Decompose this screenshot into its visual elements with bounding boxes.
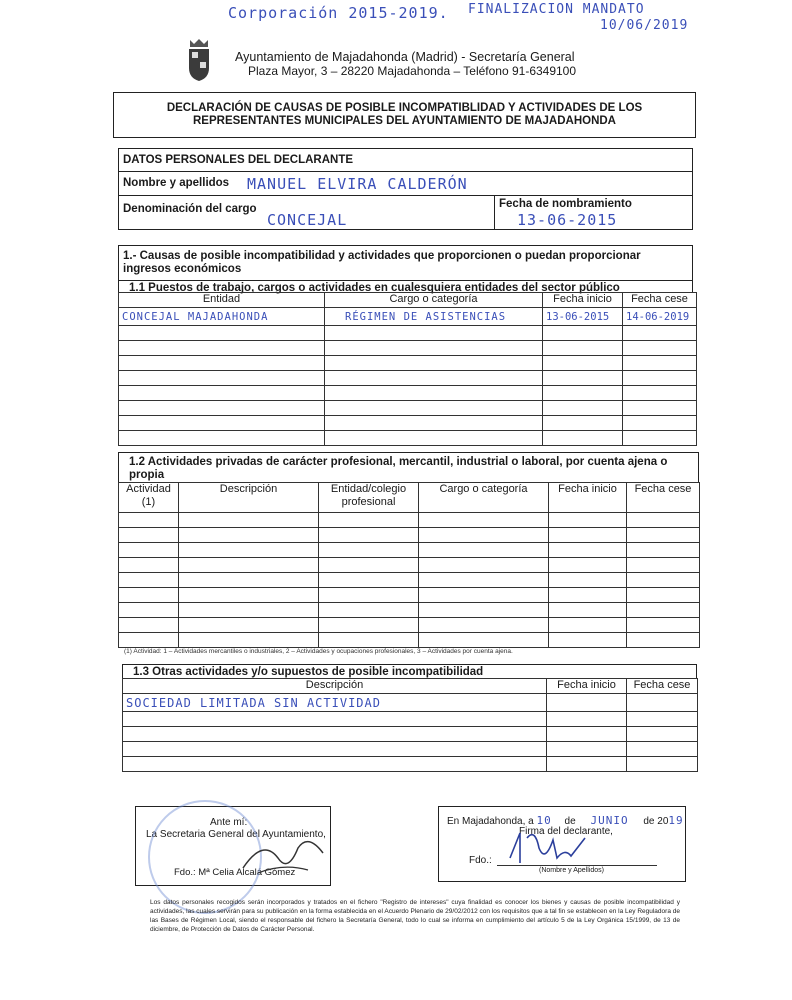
table-row (123, 712, 698, 727)
year-prefix-label: de 20 (643, 816, 669, 827)
column-header: Entidad/colegio profesional (319, 483, 419, 513)
table-row (119, 573, 700, 588)
table-row (119, 416, 697, 431)
table-cell: RÉGIMEN DE ASISTENCIAS (325, 308, 543, 326)
cargo-label: Denominación del cargo (123, 203, 257, 215)
column-header: Fecha cese (627, 483, 700, 513)
table-row (119, 603, 700, 618)
column-header: Fecha inicio (543, 293, 623, 308)
table-row (123, 727, 698, 742)
section1-header: 1.- Causas de posible incompatibilidad y actividades que proporcionen o puedan proporcionar ingresos económicos (123, 250, 641, 275)
title-line-1: DECLARACIÓN DE CAUSAS DE POSIBLE INCOMPATIBLIDAD Y ACTIVIDADES DE LOS (166, 102, 643, 114)
table-row (123, 742, 698, 757)
section1-1-subheader: 1.1 Puestos de trabajo, cargos o actividades en cualesquiera entidades del sector público (129, 282, 620, 294)
table-header-row (119, 483, 700, 513)
section1-1-table (118, 292, 697, 446)
title-line-2: REPRESENTANTES MUNICIPALES DEL AYUNTAMIENTO DE MAJADAHONDA (193, 115, 616, 127)
column-header: Fecha inicio (547, 679, 627, 694)
handwritten-corporation-note: Corporación 2015-2019. (228, 4, 449, 22)
table-row (119, 633, 700, 648)
table-row (119, 401, 697, 416)
cargo-value: CONCEJAL (267, 211, 348, 229)
secretaria-name: Fdo.: Mª Celia Alcalá Gómez (174, 867, 296, 878)
name-value: MANUEL ELVIRA CALDERÓN (247, 175, 468, 193)
title-box (113, 92, 696, 138)
day-value: 10 (536, 814, 552, 827)
year-value: 19 (668, 814, 684, 827)
table-cell: 14-06-2019 (623, 308, 697, 326)
table-row (123, 757, 698, 772)
secretary-signature-icon (238, 828, 328, 878)
table-row (119, 528, 700, 543)
letterhead-line-1: Ayuntamiento de Majadahonda (Madrid) - Secretaría General (235, 50, 575, 64)
firma-label: Firma del declarante, (519, 826, 613, 837)
month-value: JUNIO (590, 814, 629, 827)
de-label: de (564, 816, 576, 827)
table-row (119, 308, 697, 326)
column-header: Fecha inicio (549, 483, 627, 513)
declarant-signature-icon (505, 828, 595, 868)
nombre-label: (Nombre y Apellidos) (539, 867, 604, 874)
section1-2-header-box (118, 452, 699, 483)
table-row (119, 513, 700, 528)
column-header: Cargo o categoría (419, 483, 549, 513)
legal-notice: Los datos personales recogidos serán incorporados y tratados en el fichero "Registro de intereses" cuya finalidad es conocer los bienes y causas de posible incompatibilidad y actividades, las cuales servirán para su publicación en la forma establecida en el Acuerdo Plenario de 29/02/2012 con los requisitos que a tal fin se establecen en la Ley Reguladora de las Bases de Régimen Local, siendo el responsable del fichero la Secretaría General, todo lo cual se informa en cumplimiento del artículo 5 de la Ley Orgánica 15/1999, de 13 de diciembre, de Protección de Datos de Carácter Personal. (150, 899, 680, 933)
name-label: Nombre y apellidos (123, 177, 230, 189)
section1-2-footnote: (1) Actividad: 1 – Actividades mercantiles o industriales, 2 – Actividades y ocupaciones profesionales, 3 – Actividades por cuenta ajena. (124, 648, 513, 655)
table-row (119, 386, 697, 401)
column-header: Actividad (1) (119, 483, 179, 513)
place-label: En Majadahonda, a (447, 816, 534, 827)
section1-3-header: 1.3 Otras actividades y/o supuestos de posible incompatibilidad (133, 666, 484, 678)
column-header: Fecha cese (627, 679, 698, 694)
secretaria-label: La Secretaria General del Ayuntamiento, (146, 829, 326, 840)
table-row (119, 341, 697, 356)
column-header: Fecha cese (623, 293, 697, 308)
table-row (119, 356, 697, 371)
letterhead-line-2: Plaza Mayor, 3 – 28220 Majadahonda – Teléfono 91-6349100 (248, 64, 577, 78)
section1-3-header-box (122, 664, 697, 679)
section1-header-box (118, 245, 693, 293)
ante-mi-label: Ante mí: (210, 817, 248, 828)
table-row (119, 326, 697, 341)
personal-data-header: DATOS PERSONALES DEL DECLARANTE (123, 154, 354, 166)
table-row (119, 371, 697, 386)
table-header-row (119, 293, 697, 308)
section1-2-header: 1.2 Actividades privadas de carácter profesional, mercantil, industrial o laboral, por cuenta ajena o propia (129, 456, 668, 481)
table-cell (547, 694, 627, 712)
table-row (119, 431, 697, 446)
table-header-row (123, 679, 698, 694)
table-cell: SOCIEDAD LIMITADA SIN ACTIVIDAD (123, 694, 547, 712)
column-header: Cargo o categoría (325, 293, 543, 308)
table-cell: 13-06-2015 (543, 308, 623, 326)
section1-2-table (118, 482, 700, 648)
handwritten-finalization-note: FINALIZACION MANDATO (468, 2, 645, 17)
table-row (119, 543, 700, 558)
column-header: Descripción (123, 679, 547, 694)
handwritten-finalization-date: 10/06/2019 (600, 18, 689, 33)
coat-of-arms-icon (186, 38, 212, 82)
table-cell: CONCEJAL MAJADAHONDA (119, 308, 325, 326)
column-header: Descripción (179, 483, 319, 513)
table-row (123, 694, 698, 712)
column-header: Entidad (119, 293, 325, 308)
personal-data-box (118, 148, 693, 230)
fecha-nombramiento-value: 13-06-2015 (517, 211, 618, 229)
table-row (119, 618, 700, 633)
table-row (119, 558, 700, 573)
table-cell (627, 694, 698, 712)
table-row (119, 588, 700, 603)
fecha-nombramiento-label: Fecha de nombramiento (499, 198, 632, 210)
section1-3-table (122, 678, 698, 772)
fdo-label: Fdo.: (469, 855, 492, 866)
